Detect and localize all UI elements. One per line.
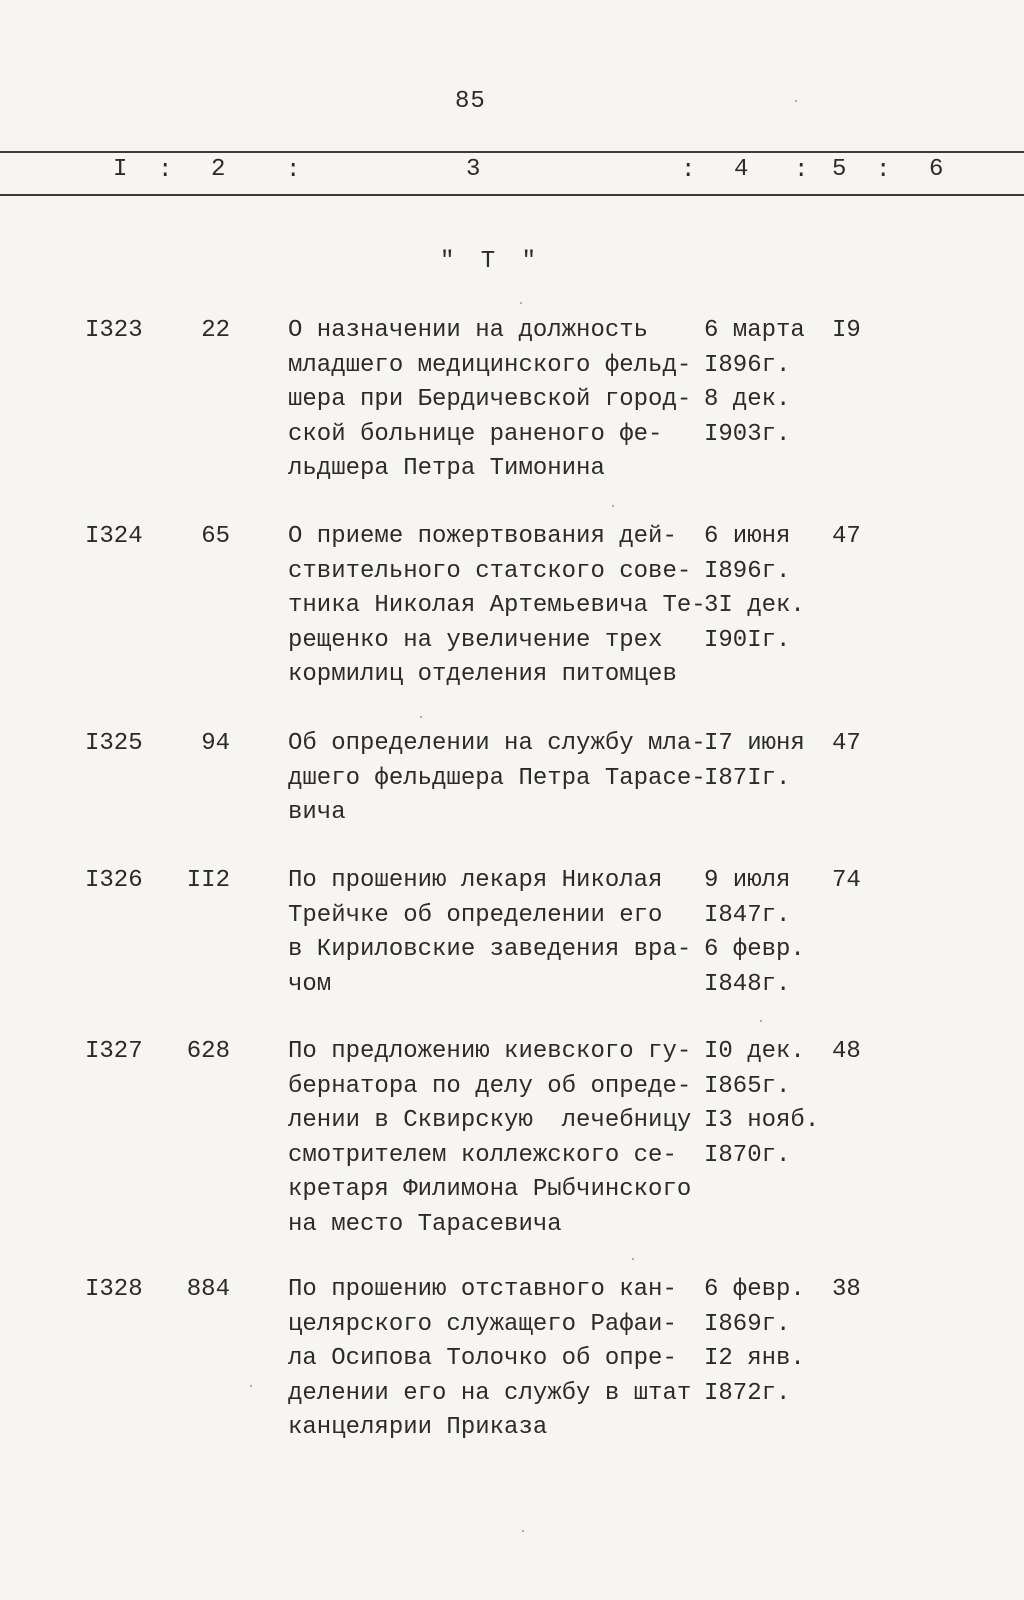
date-line: I847г. — [704, 901, 791, 929]
title-line: кретаря Филимона Рыбчинского — [288, 1176, 692, 1204]
entry-title — [288, 864, 708, 1002]
date-line: I0 дек. — [704, 1038, 805, 1065]
title-line: делении его на службу в штат — [288, 1379, 692, 1407]
title-line: тника Николая Артемьевича Те- — [288, 592, 706, 620]
title-line: дшего фельдшера Петра Тарасе- — [288, 764, 706, 792]
title-line: Об определении на службу мла- — [288, 730, 706, 757]
scan-speck — [632, 1258, 634, 1260]
column-separator: : — [794, 157, 809, 184]
title-line: По прошению лекаря Николая — [288, 867, 663, 894]
title-line: канцелярии Приказа — [288, 1414, 548, 1442]
entry-number: I327 — [85, 1038, 143, 1065]
date-line: I2 янв. — [704, 1345, 805, 1373]
entry-number: I326 — [85, 867, 143, 894]
entry-dates — [704, 314, 834, 452]
header-rule-bottom — [0, 194, 1024, 196]
date-line: I848г. — [704, 970, 791, 998]
header-rule-top — [0, 151, 1024, 153]
scan-speck — [795, 100, 797, 102]
date-line: I896г. — [704, 557, 791, 585]
entry-sheet-count: 48 — [832, 1038, 861, 1065]
title-line: По предложению киевского гу- — [288, 1038, 692, 1065]
column-separator: : — [876, 157, 891, 184]
date-line: 6 июня — [704, 523, 791, 550]
date-line: 6 февр. — [704, 936, 805, 964]
title-line: шера при Бердичевской город- — [288, 386, 692, 414]
date-line: 9 июля — [704, 867, 791, 894]
entry-sheet: 628 — [186, 1038, 230, 1065]
scan-speck — [420, 716, 422, 718]
entry-sheet-count: 38 — [832, 1276, 861, 1303]
title-line: ла Осипова Толочко об опре- — [288, 1345, 677, 1373]
date-line: I903г. — [704, 420, 791, 448]
scan-speck — [612, 505, 614, 507]
title-line: целярского служащего Рафаи- — [288, 1310, 677, 1338]
title-line: По прошению отставного кан- — [288, 1276, 677, 1303]
date-line: I865г. — [704, 1072, 791, 1100]
date-line: 6 февр. — [704, 1276, 805, 1303]
column-separator: : — [681, 157, 696, 184]
date-line: I872г. — [704, 1379, 791, 1407]
column-header-4: 4 — [734, 156, 749, 183]
title-line: в Кириловские заведения вра- — [288, 936, 692, 964]
entry-sheet: 884 — [186, 1276, 230, 1303]
page-number: 85 — [455, 88, 486, 115]
date-line: 8 дек. — [704, 386, 791, 414]
section-letter: " Т " — [440, 248, 543, 275]
column-header-6: 6 — [929, 156, 944, 183]
date-line: I7 июня — [704, 730, 805, 757]
title-line: на место Тарасевича — [288, 1210, 562, 1238]
entry-sheet: 94 — [201, 730, 230, 757]
entry-title — [288, 1273, 708, 1446]
entry-title — [288, 1035, 708, 1243]
title-line: бернатора по делу об опреде- — [288, 1072, 692, 1100]
entry-dates — [704, 727, 834, 796]
entry-number: I323 — [85, 317, 143, 344]
entry-dates — [704, 864, 834, 1002]
scan-speck — [760, 1020, 762, 1022]
entry-title — [288, 727, 708, 831]
scan-speck — [520, 302, 522, 304]
entry-sheet-count: 74 — [832, 867, 861, 894]
title-line: О назначении на должность — [288, 317, 649, 344]
entry-sheet: 22 — [201, 317, 230, 344]
column-separator: : — [158, 157, 173, 184]
entry-dates — [704, 1273, 834, 1411]
entry-sheet: 65 — [201, 523, 230, 550]
column-header-3: 3 — [466, 156, 481, 183]
date-line: I90Iг. — [704, 626, 791, 654]
date-line: I869г. — [704, 1310, 791, 1338]
entry-dates — [704, 520, 834, 658]
entry-title — [288, 520, 708, 693]
entry-number: I325 — [85, 730, 143, 757]
title-line: рещенко на увеличение трех — [288, 626, 663, 654]
title-line: младшего медицинского фельд- — [288, 351, 692, 379]
date-line: I870г. — [704, 1141, 791, 1169]
title-line: вича — [288, 799, 346, 827]
scan-speck — [522, 1530, 524, 1532]
column-header-1: I — [113, 156, 128, 183]
entry-sheet-count: I9 — [832, 317, 861, 344]
title-line: чом — [288, 970, 332, 998]
title-line: ствительного статского сове- — [288, 557, 692, 585]
entry-dates — [704, 1035, 834, 1173]
scan-speck — [250, 1385, 252, 1387]
title-line: лении в Сквирскую лечебницу — [288, 1107, 692, 1135]
entry-number: I324 — [85, 523, 143, 550]
title-line: смотрителем коллежского се- — [288, 1141, 677, 1169]
entry-sheet: II2 — [186, 867, 230, 894]
date-line: 3I дек. — [704, 592, 805, 620]
title-line: льдшера Петра Тимонина — [288, 455, 605, 483]
date-line: I87Iг. — [704, 764, 791, 792]
entry-sheet-count: 47 — [832, 730, 861, 757]
column-header-2: 2 — [211, 156, 226, 183]
entry-number: I328 — [85, 1276, 143, 1303]
column-separator: : — [286, 157, 301, 184]
entry-title — [288, 314, 708, 487]
title-line: ской больнице раненого фе- — [288, 420, 663, 448]
date-line: I3 нояб. — [704, 1107, 820, 1135]
date-line: I896г. — [704, 351, 791, 379]
title-line: О приеме пожертвования дей- — [288, 523, 677, 550]
title-line: Трейчке об определении его — [288, 901, 663, 929]
entry-sheet-count: 47 — [832, 523, 861, 550]
column-header-5: 5 — [832, 156, 847, 183]
title-line: кормилиц отделения питомцев — [288, 661, 677, 689]
date-line: 6 марта — [704, 317, 805, 344]
